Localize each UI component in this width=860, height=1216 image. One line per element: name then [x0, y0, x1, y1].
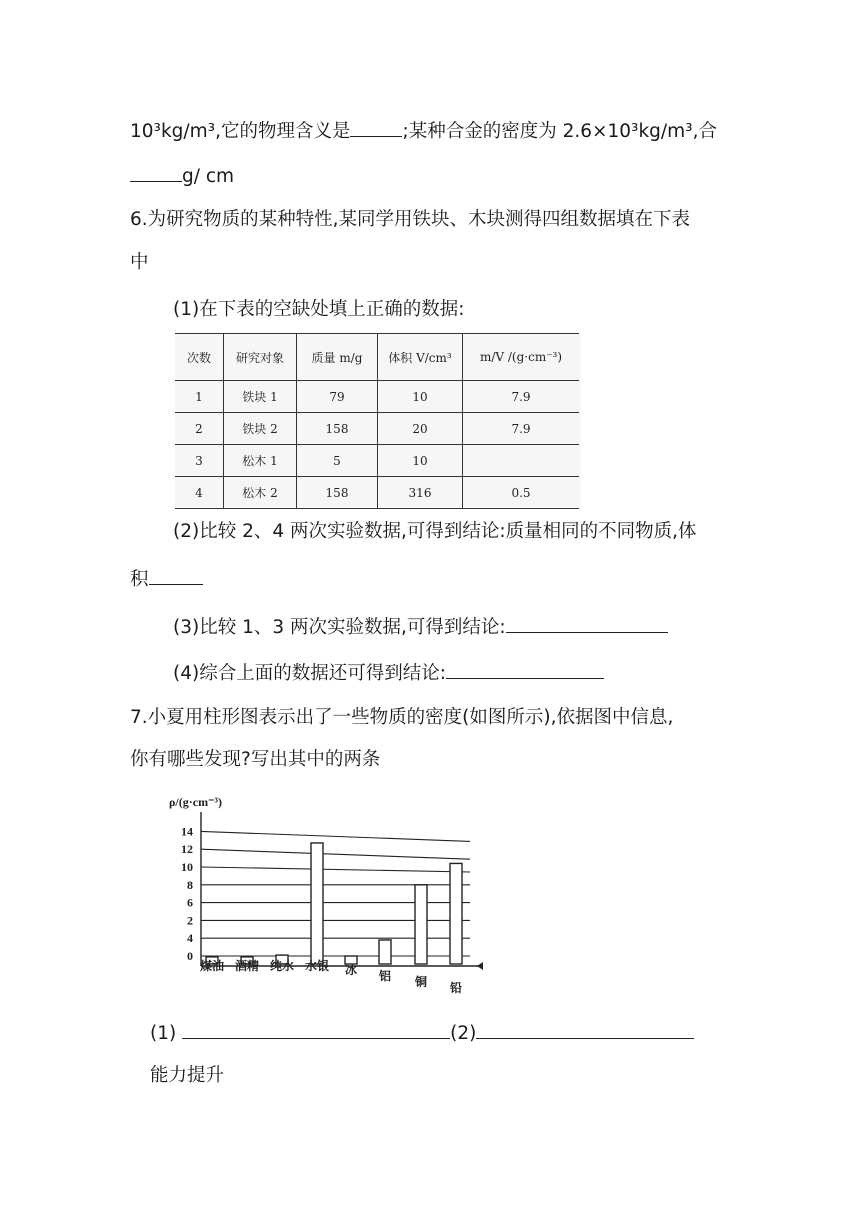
q6-sub2-text: 积 — [130, 569, 149, 590]
table-cell: 松木 1 — [224, 445, 297, 477]
q5-line2 — [130, 163, 234, 189]
q6-sub1: (1)在下表的空缺处填上正确的数据: — [173, 299, 465, 320]
table-header: 研究对象 — [224, 334, 297, 381]
gridline — [201, 849, 470, 859]
chart-bars — [206, 843, 462, 964]
table-cell: 3 — [175, 445, 224, 477]
table-cell: 158 — [297, 477, 378, 509]
table-cell: 4 — [175, 477, 224, 509]
x-tick-label: 纯水 — [269, 959, 295, 973]
table-cell: 5 — [297, 445, 378, 477]
x-tick-label: 冰 — [344, 963, 358, 977]
table-cell: 7.9 — [463, 413, 580, 445]
chart-gridlines — [201, 831, 470, 956]
x-tick-label: 水银 — [304, 959, 330, 973]
table-cell: 20 — [378, 413, 463, 445]
x-tick-label: 铜 — [414, 975, 428, 989]
bar — [311, 843, 323, 964]
table-row — [175, 445, 579, 477]
table-header: 次数 — [175, 334, 224, 381]
y-tick-label: 2 — [187, 913, 193, 928]
q5-unit: g/ cm — [182, 166, 235, 187]
q6-stem-line2: 中 — [130, 252, 149, 273]
q7-stem-line1: 7.小夏用柱形图表示出了一些物质的密度(如图所示),依据图中信息, — [130, 707, 674, 728]
y-axis-label: ρ/(g·cm⁻³) — [169, 795, 223, 809]
bar — [450, 863, 462, 964]
table-cell: 7.9 — [463, 381, 580, 413]
y-tick-label: 6 — [187, 895, 193, 910]
table-header-row — [175, 334, 579, 381]
data-table — [175, 333, 579, 509]
q6-sub4-text: (4)综合上面的数据还可得到结论: — [173, 663, 446, 684]
table-cell: 松木 2 — [224, 477, 297, 509]
x-tick-label: 酒精 — [234, 959, 260, 973]
section-heading: 能力提升 — [150, 1065, 225, 1086]
answer-1-label: (1) — [150, 1023, 177, 1044]
gridline — [201, 867, 470, 872]
table-cell: 铁块 1 — [224, 381, 297, 413]
y-tick-label: 12 — [181, 842, 193, 857]
density-bar-chart — [165, 790, 485, 1000]
q6-stem-line1: 6.为研究物质的某种特性,某同学用铁块、木块测得四组数据填在下表 — [130, 209, 691, 230]
table-cell-blank[interactable] — [463, 445, 580, 477]
q6-sub3-text: (3)比较 1、3 两次实验数据,可得到结论: — [173, 617, 506, 638]
table-header: 体积 V/cm³ — [378, 334, 463, 381]
table-header: 质量 m/g — [297, 334, 378, 381]
y-tick-label: 4 — [187, 931, 193, 946]
x-axis-arrow — [477, 962, 483, 970]
answer-blank[interactable] — [130, 163, 182, 182]
table-cell: 10 — [378, 381, 463, 413]
q6-sub3 — [173, 614, 668, 640]
x-tick-label: 煤油 — [199, 959, 225, 973]
answer-blank[interactable] — [476, 1020, 694, 1039]
table-header: m/V /(g·cm⁻³) — [463, 334, 580, 381]
answer-blank[interactable] — [182, 1020, 450, 1039]
q6-sub4 — [173, 660, 604, 686]
q7-stem-line2: 你有哪些发现?写出其中的两条 — [130, 749, 381, 770]
answer-blank[interactable] — [149, 566, 203, 585]
bar — [379, 940, 391, 964]
y-tick-labels — [181, 824, 193, 963]
answer-blank[interactable] — [506, 614, 668, 633]
table-cell: 10 — [378, 445, 463, 477]
q6-sub2-line2 — [130, 566, 203, 592]
answer-blank[interactable] — [350, 118, 402, 137]
y-tick-label: 10 — [181, 860, 193, 874]
y-tick-label: 14 — [181, 824, 193, 839]
x-tick-label: 铝 — [378, 969, 392, 983]
data-table-image — [175, 333, 581, 507]
answer-2-label: (2) — [450, 1023, 477, 1044]
table-cell: 316 — [378, 477, 463, 509]
table-cell: 79 — [297, 381, 378, 413]
table-cell: 铁块 2 — [224, 413, 297, 445]
table-row — [175, 477, 579, 509]
q5-line1 — [130, 118, 717, 144]
q5-text-a: 10³kg/m³,它的物理含义是 — [130, 121, 351, 142]
table-row — [175, 413, 579, 445]
bar — [415, 885, 427, 964]
table-cell: 1 — [175, 381, 224, 413]
gridline — [201, 831, 470, 841]
q7-answers — [150, 1020, 694, 1046]
table-row — [175, 381, 579, 413]
q5-text-b: ;某种合金的密度为 2.6×10³kg/m³,合 — [402, 121, 717, 142]
y-tick-label: 0 — [187, 949, 193, 963]
y-tick-label: 8 — [187, 877, 193, 892]
table-cell: 158 — [297, 413, 378, 445]
q6-sub2-line1: (2)比较 2、4 两次实验数据,可得到结论:质量相同的不同物质,体 — [173, 521, 697, 542]
x-tick-label: 铅 — [449, 981, 463, 995]
table-cell: 2 — [175, 413, 224, 445]
answer-blank[interactable] — [446, 660, 604, 679]
table-cell: 0.5 — [463, 477, 580, 509]
